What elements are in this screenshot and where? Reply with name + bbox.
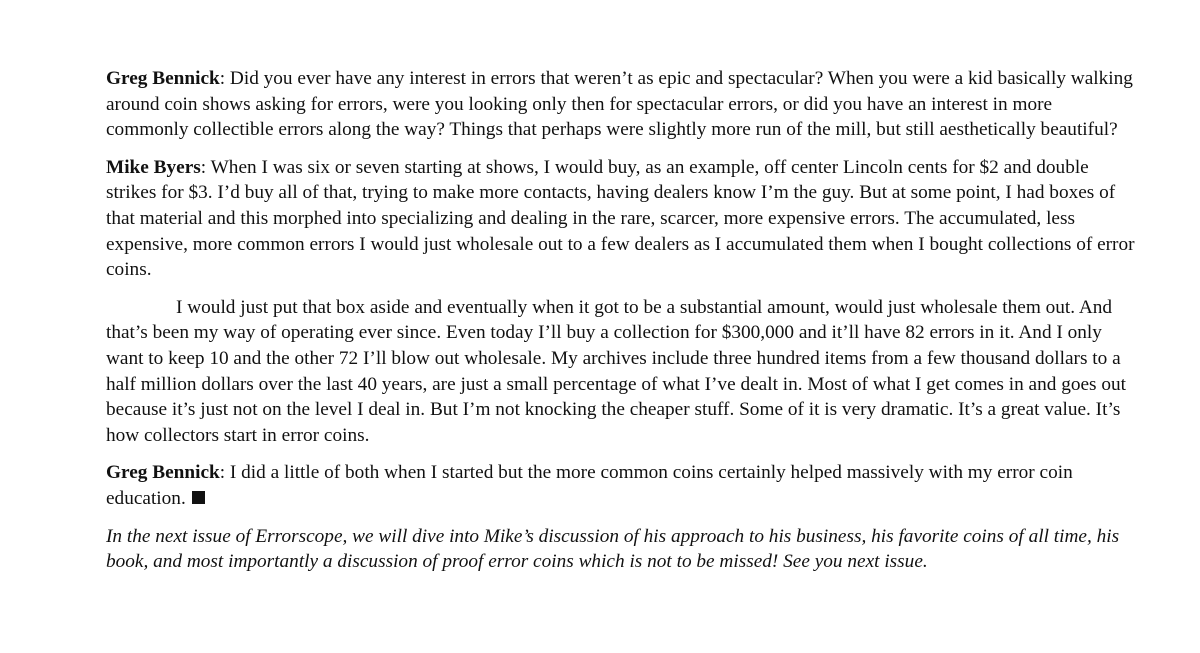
article-body: [106, 66, 1136, 575]
speaker-name: Greg Bennick: [106, 68, 220, 89]
paragraph-greg-question: [106, 66, 1136, 143]
end-of-article-square-icon: [192, 491, 205, 504]
paragraph-text: : When I was six or seven starting at shows, I would buy, as an example, off center Lincoln cents for $2 and double strikes for $3. I’d buy all of that, trying to make more contacts, having dealers know I’m the guy. But at some point, I had boxes of that material and this morphed into specializing and dealing in the rare, scarcer, more expensive errors. The accumulated, less expensive, more common errors I would just wholesale out to a few dealers as I accumulated them when I bought collections of error coins.: [106, 156, 1135, 281]
next-issue-note: In the next issue of Errorscope, we will dive into Mike’s discussion of his approach to his business, his favorite coins of all time, his book, and most importantly a discussion of proof error coins which is not to be missed! See you next issue.: [106, 525, 1120, 573]
paragraph-text: : Did you ever have any interest in errors that weren’t as epic and spectacular? When you were a kid basically walking around coin shows asking for errors, were you looking only then for spectacular errors, or did you have an interest in more commonly collectible errors along the way? Things that perhaps were slightly more run of the mill, but still aesthetically beautiful?: [106, 68, 1133, 141]
paragraph-text: : I did a little of both when I started but the more common coins certainly helped massively with my error coin education.: [106, 462, 1073, 509]
speaker-name: Mike Byers: [106, 156, 201, 178]
paragraph-mike-continued: [106, 295, 1136, 449]
paragraph-text: I would just put that box aside and eventually when it got to be a substantial amount, would just wholesale them out. And that’s been my way of operating ever since. Even today I’ll buy a collection for $300,000 and it’ll have 82 errors in it. And I only want to keep 10 and the other 72 I’ll blow out wholesale. My archives include three hundred items from a few thousand dollars to a half million dollars over the last 40 years, are just a small percentage of what I’ve dealt in. Most of what I get comes in and goes out because it’s just not on the level I deal in. But I’m not knocking the cheaper stuff. Some of it is very dramatic. It’s a great value. It’s how collectors start in error coins.: [106, 296, 1127, 446]
speaker-name: Greg Bennick: [106, 462, 220, 484]
paragraph-mike-answer: [106, 155, 1136, 283]
paragraph-greg-closing: [106, 460, 1136, 511]
